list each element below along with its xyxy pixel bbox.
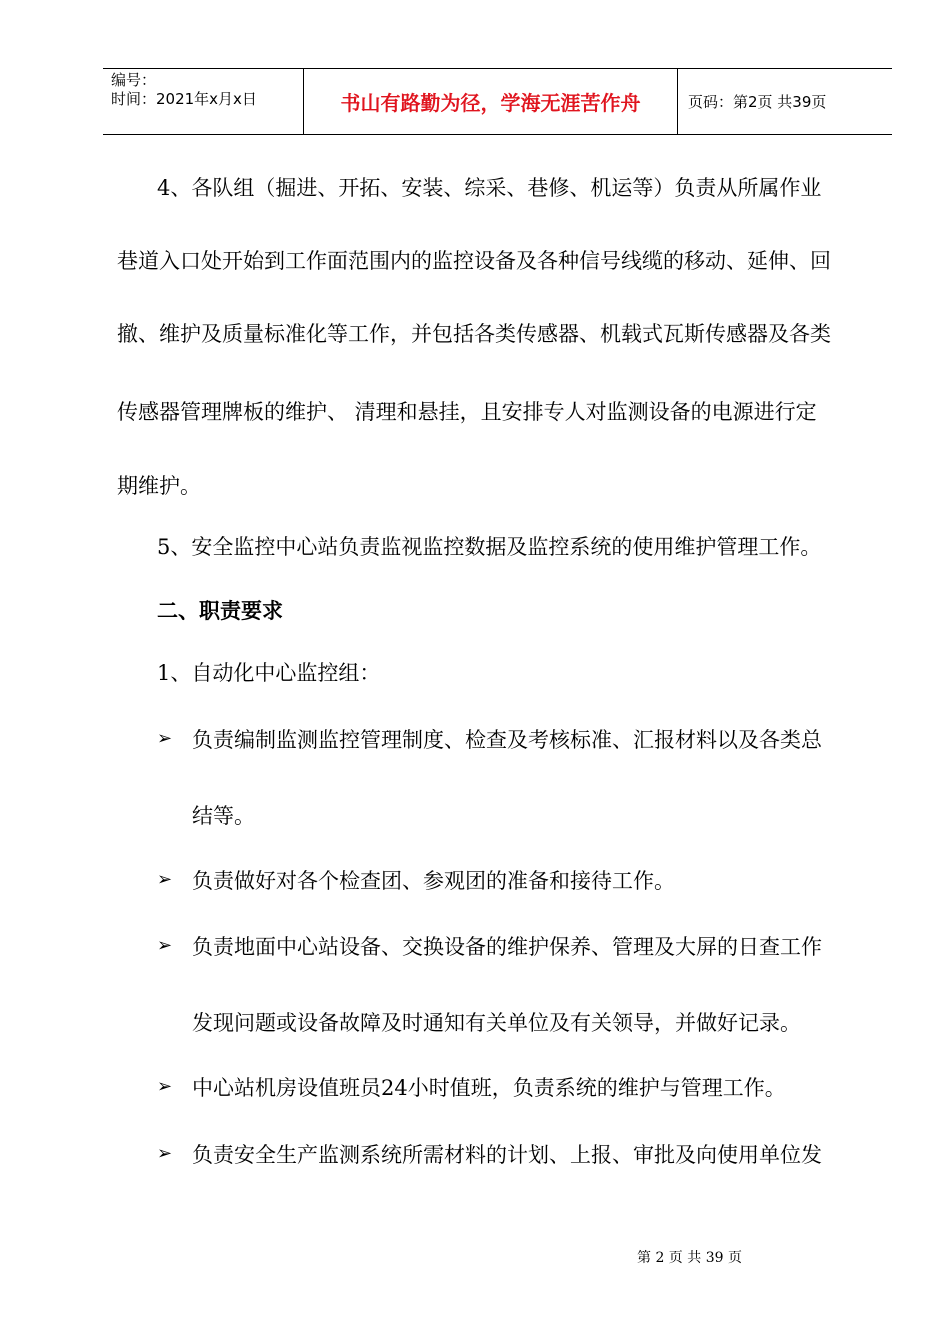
header-motto: 书山有路勤为径，学海无涯苦作舟 — [304, 69, 678, 134]
number-label: 编号： — [111, 71, 157, 89]
item-4-line: 传感器管理牌板的维护、 清理和悬挂，且安排专人对监测设备的电源进行定 — [117, 400, 817, 424]
bullet-line: 中心站机房设值班员24小时值班，负责系统的维护与管理工作。 — [192, 1076, 786, 1100]
bullet-arrow-icon: ➢ — [157, 935, 173, 956]
item-4-line: 期维护。 — [117, 474, 201, 498]
header-meta — [103, 69, 304, 134]
bullet-arrow-icon: ➢ — [157, 1143, 173, 1164]
bullet-arrow-icon: ➢ — [157, 728, 173, 749]
bullet-line: 负责做好对各个检查团、参观团的准备和接待工作。 — [192, 869, 675, 893]
item-4-line: 4、各队组（掘进、开拓、安装、综采、巷修、机运等）负责从所属作业 — [157, 176, 822, 200]
bullet-line: 负责地面中心站设备、交换设备的维护保养、管理及大屏的日查工作 — [192, 935, 822, 959]
page-header — [103, 68, 892, 135]
header-page-info: 页码：第2页 共39页 — [688, 93, 827, 111]
sub-heading-text: 1、自动化中心监控组： — [157, 661, 381, 685]
item-4-line: 巷道入口处开始到工作面范围内的监控设备及各种信号线缆的移动、延伸、回 — [117, 249, 831, 273]
bullet-line: 发现问题或设备故障及时通知有关单位及有关领导，并做好记录。 — [192, 1011, 801, 1035]
section-heading: 二、职责要求 — [157, 599, 283, 623]
bullet-arrow-icon: ➢ — [157, 1076, 173, 1097]
page-footer: 第 2 页 共 39 页 — [637, 1250, 742, 1266]
bullet-arrow-icon: ➢ — [157, 869, 173, 890]
item-4-line: 撤、维护及质量标准化等工作，并包括各类传感器、机载式瓦斯传感器及各类 — [117, 322, 831, 346]
bullet-line: 负责安全生产监测系统所需材料的计划、上报、审批及向使用单位发 — [192, 1143, 822, 1167]
time-label: 时间：2021年x月x日 — [111, 90, 257, 108]
item-5-line: 5、安全监控中心站负责监视监控数据及监控系统的使用维护管理工作。 — [157, 535, 822, 559]
bullet-line: 负责编制监测监控管理制度、检查及考核标准、汇报材料以及各类总 — [192, 728, 822, 752]
bullet-line: 结等。 — [192, 804, 255, 828]
